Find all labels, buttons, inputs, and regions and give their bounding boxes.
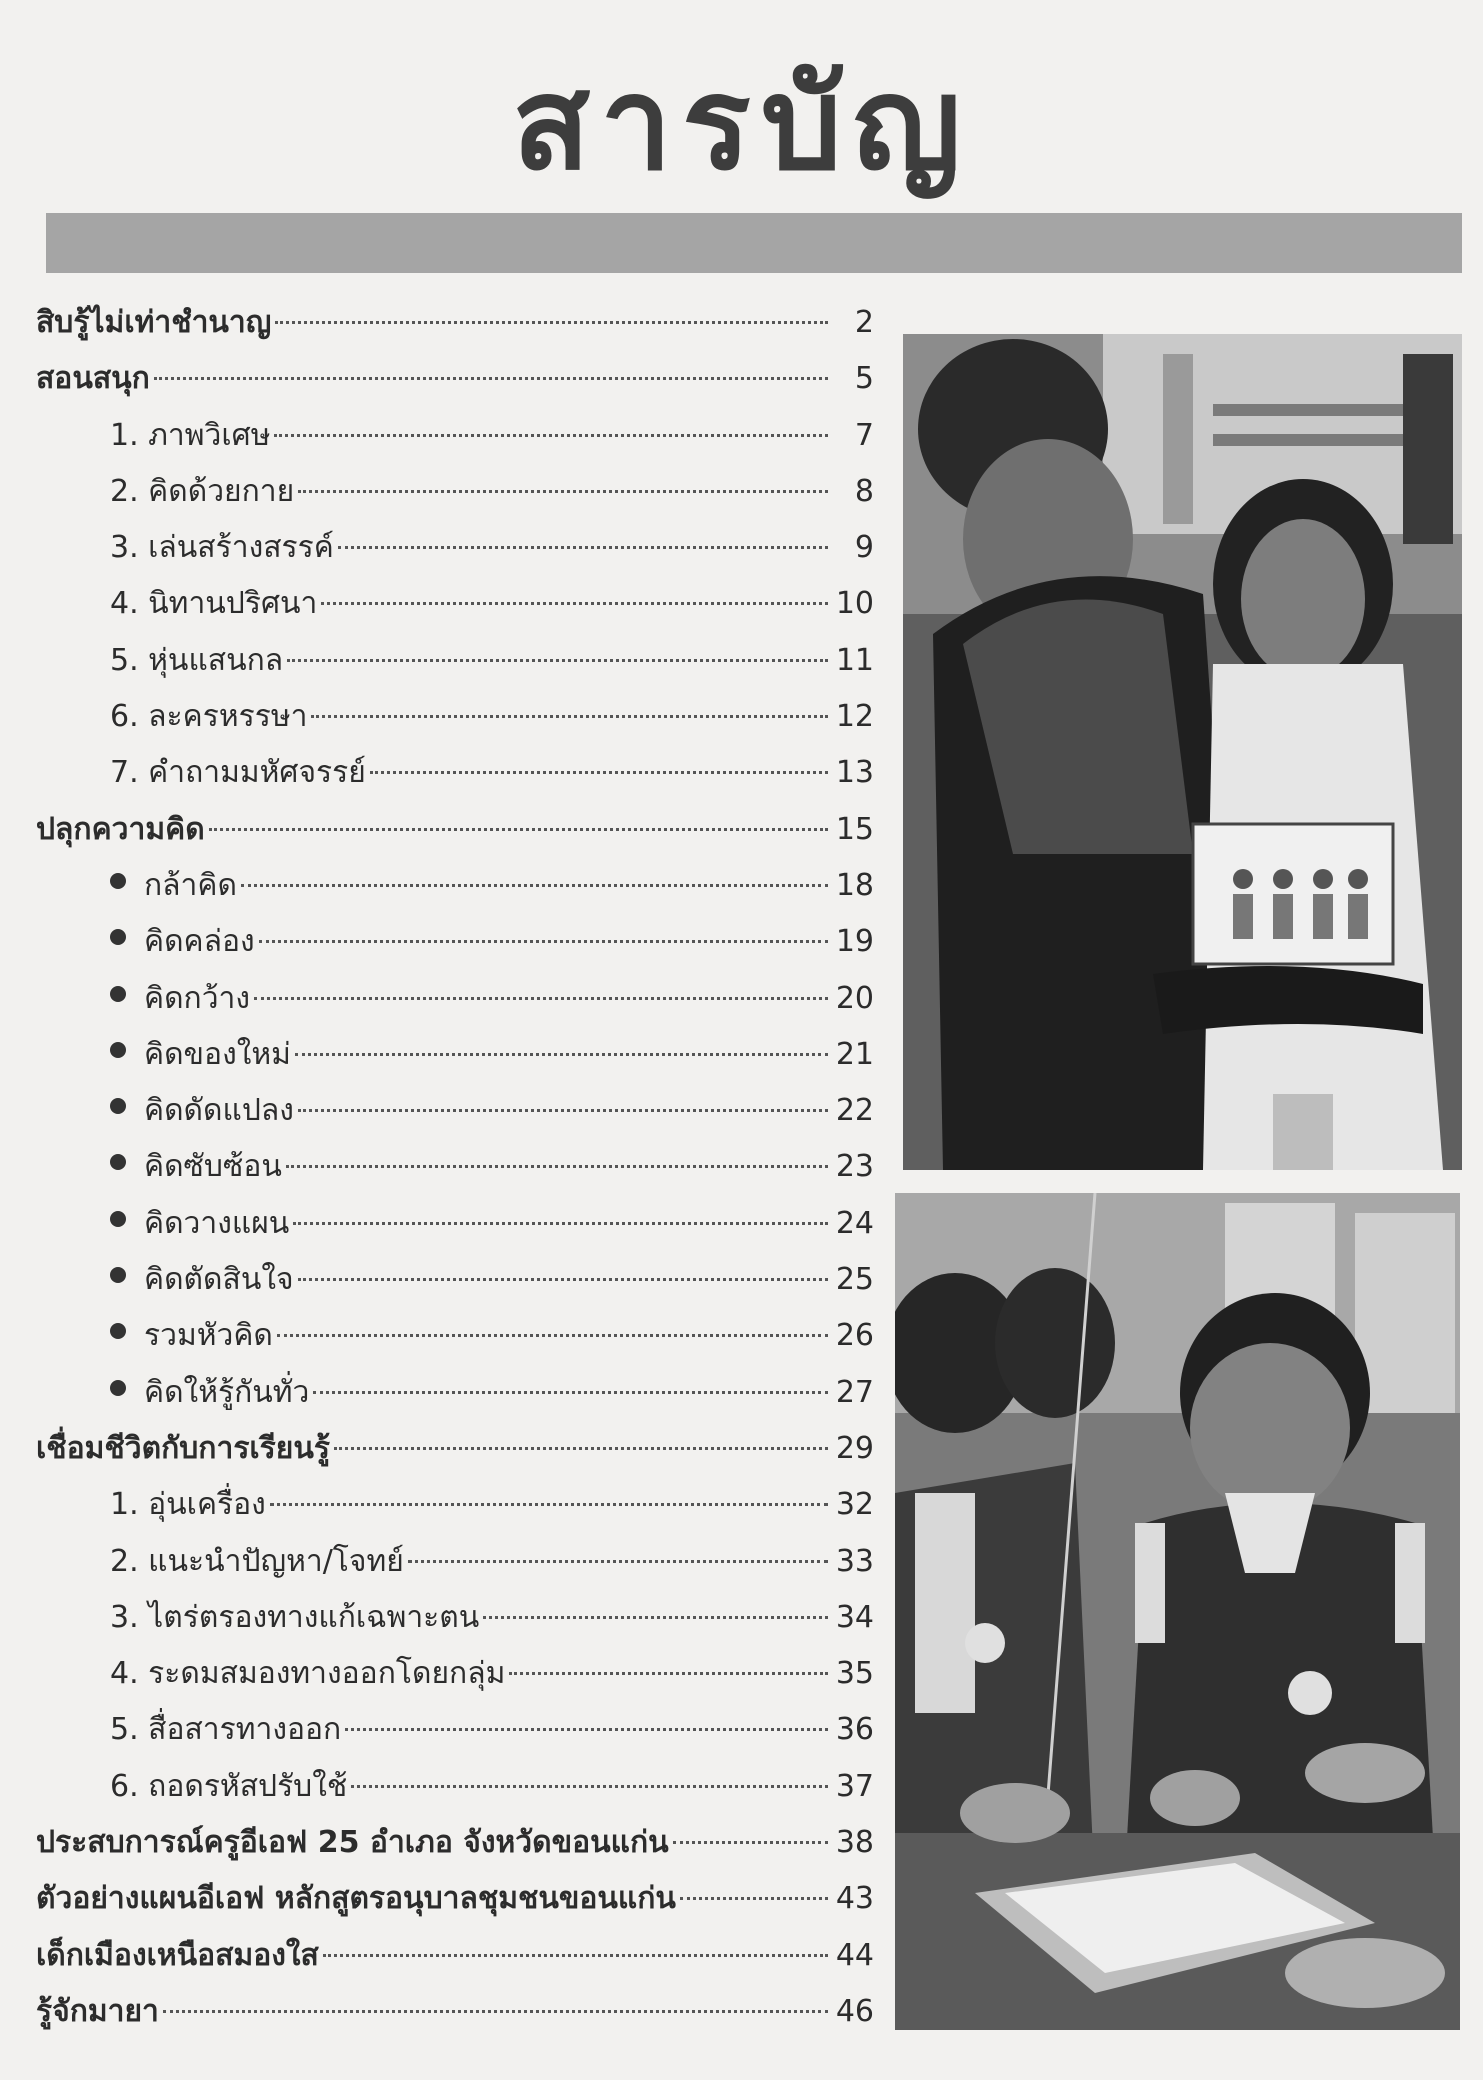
bullet-icon: [110, 873, 126, 889]
dot-leader: [275, 321, 828, 324]
table-of-contents: [36, 295, 874, 2040]
toc-entry-label: คิดให้รู้กันทั่ว: [144, 1374, 310, 1410]
dot-leader: [298, 1278, 828, 1281]
toc-entry: [36, 1252, 874, 1308]
toc-entry-page-number: 21: [835, 1036, 874, 1072]
toc-entry-page-number: 5: [854, 361, 874, 397]
toc-entry-page-number: 2: [854, 305, 874, 340]
dot-leader: [254, 997, 828, 1000]
toc-entry-page-number: 27: [835, 1374, 874, 1410]
toc-entry-page-number: 9: [854, 530, 874, 566]
toc-entry-label: คิดคล่อง: [144, 924, 255, 960]
dot-leader: [483, 1616, 828, 1619]
toc-entry-page-number: 13: [835, 755, 874, 791]
dot-leader: [313, 1391, 828, 1394]
toc-entry-label: คิดของใหม่: [144, 1036, 291, 1072]
toc-entry-page-number: 15: [835, 811, 874, 847]
toc-entry-page-number: 43: [835, 1881, 874, 1917]
toc-entry: [36, 858, 874, 914]
toc-entry-label: 6. ถอดรหัสปรับใช้: [110, 1768, 348, 1804]
toc-entry-page-number: 18: [835, 867, 874, 903]
toc-entry-page-number: 26: [835, 1318, 874, 1354]
toc-entry-page-number: 12: [835, 699, 874, 735]
toc-entry: [36, 408, 874, 464]
bullet-icon: [110, 1323, 126, 1339]
toc-entry-label: สิบรู้ไม่เท่าชำนาญ: [36, 305, 272, 340]
bullet-icon: [110, 1267, 126, 1283]
dot-leader: [154, 377, 828, 380]
bullet-icon: [110, 1042, 126, 1058]
dot-leader: [287, 659, 828, 662]
toc-entry: [36, 914, 874, 970]
toc-entry-label: 3. ไตร่ตรองทางแก้เฉพาะตน: [110, 1599, 480, 1635]
dot-leader: [334, 1447, 828, 1450]
toc-entry-page-number: 20: [835, 980, 874, 1016]
toc-entry-label: เชื่อมชีวิตกับการเรียนรู้: [36, 1430, 330, 1466]
bullet-icon: [110, 1154, 126, 1170]
toc-entry: [36, 1477, 874, 1533]
photo-children-craft: [895, 1193, 1460, 2030]
dot-leader: [295, 1053, 828, 1056]
photo-teacher-and-girl: [903, 334, 1462, 1170]
toc-entry-page-number: 46: [835, 1993, 874, 2029]
toc-entry: [36, 1815, 874, 1871]
toc-entry-page-number: 10: [835, 586, 874, 622]
bullet-icon: [110, 1211, 126, 1227]
dot-leader: [311, 715, 828, 718]
toc-entry: [36, 802, 874, 858]
toc-entry: [36, 1421, 874, 1477]
toc-entry: [36, 351, 874, 407]
toc-entry: [36, 295, 874, 351]
dot-leader: [241, 884, 828, 887]
toc-entry-page-number: 25: [835, 1262, 874, 1298]
toc-entry-label: 3. เล่นสร้างสรรค์: [110, 530, 334, 566]
dot-leader: [163, 2010, 828, 2013]
dot-leader: [680, 1897, 828, 1900]
dot-leader: [293, 1222, 828, 1225]
toc-entry: [36, 1083, 874, 1139]
dot-leader: [298, 490, 828, 493]
toc-entry: [36, 1308, 874, 1364]
title-divider-bar: [46, 213, 1462, 273]
toc-entry-label: เด็กเมืองเหนือสมองใส: [36, 1937, 319, 1973]
bullet-icon: [110, 1098, 126, 1114]
toc-entry-label: 2. คิดด้วยกาย: [110, 473, 295, 509]
toc-entry-page-number: 35: [835, 1656, 874, 1692]
toc-entry: [36, 1365, 874, 1421]
toc-entry-label: คิดกว้าง: [144, 980, 251, 1016]
toc-entry-label: รวมหัวคิด: [144, 1318, 273, 1354]
photo-children-craft-image: [895, 1193, 1460, 2030]
toc-entry-label: 2. แนะนำปัญหา/โจทย์: [110, 1543, 404, 1579]
toc-entry-page-number: 29: [835, 1430, 874, 1466]
toc-entry-label: คิดวางแผน: [144, 1205, 290, 1241]
toc-entry-page-number: 8: [854, 473, 874, 509]
toc-entry: [36, 464, 874, 520]
toc-entry: [36, 1196, 874, 1252]
toc-entry: [36, 1027, 874, 1083]
toc-entry: [36, 1702, 874, 1758]
toc-entry-label: ประสบการณ์ครูอีเอฟ 25 อำเภอ จังหวัดขอนแก่น: [36, 1825, 669, 1861]
toc-entry-page-number: 33: [835, 1543, 874, 1579]
dot-leader: [286, 1165, 828, 1168]
toc-entry: [36, 1871, 874, 1927]
dot-leader: [209, 828, 828, 831]
bullet-icon: [110, 929, 126, 945]
toc-entry-label: 1. ภาพวิเศษ: [110, 417, 271, 453]
toc-entry-label: 5. สื่อสารทางออก: [110, 1712, 342, 1748]
toc-entry: [36, 689, 874, 745]
toc-entry-page-number: 19: [835, 924, 874, 960]
toc-entry-label: คิดตัดสินใจ: [144, 1262, 294, 1298]
toc-entry-label: 7. คำถามมหัศจรรย์: [110, 755, 366, 791]
toc-entry-page-number: 37: [835, 1768, 874, 1804]
toc-entry-label: ปลุกความคิด: [36, 811, 205, 847]
dot-leader: [274, 434, 828, 437]
photo-teacher-and-girl-image: [903, 334, 1462, 1170]
toc-entry: [36, 1984, 874, 2040]
toc-entry: [36, 1928, 874, 1984]
toc-entry: [36, 1646, 874, 1702]
toc-entry-page-number: 32: [835, 1487, 874, 1523]
dot-leader: [338, 546, 828, 549]
toc-entry-label: 4. ระดมสมองทางออกโดยกลุ่ม: [110, 1656, 506, 1692]
dot-leader: [509, 1672, 828, 1675]
dot-leader: [345, 1728, 828, 1731]
dot-leader: [351, 1785, 828, 1788]
toc-entry-page-number: 36: [835, 1712, 874, 1748]
dot-leader: [277, 1334, 828, 1337]
toc-entry: [36, 971, 874, 1027]
toc-entry-label: ตัวอย่างแผนอีเอฟ หลักสูตรอนุบาลชุมชนขอนแก่น: [36, 1881, 676, 1917]
toc-entry-page-number: 34: [835, 1599, 874, 1635]
toc-entry: [36, 745, 874, 801]
dot-leader: [259, 940, 828, 943]
dot-leader: [321, 602, 828, 605]
toc-entry: [36, 520, 874, 576]
toc-entry-label: 4. นิทานปริศนา: [110, 586, 318, 622]
toc-entry-page-number: 44: [835, 1937, 874, 1973]
toc-entry-page-number: 23: [835, 1149, 874, 1185]
toc-entry-page-number: 22: [835, 1093, 874, 1129]
dot-leader: [370, 771, 828, 774]
dot-leader: [673, 1841, 828, 1844]
toc-entry-label: 6. ละครหรรษา: [110, 699, 308, 735]
toc-entry-label: 1. อุ่นเครื่อง: [110, 1487, 266, 1523]
page-title: สารบัญ: [511, 50, 972, 199]
bullet-icon: [110, 986, 126, 1002]
toc-entry-label: 5. หุ่นแสนกล: [110, 642, 284, 678]
dot-leader: [298, 1109, 828, 1112]
toc-entry: [36, 1590, 874, 1646]
bullet-icon: [110, 1380, 126, 1396]
toc-entry-label: คิดซับซ้อน: [144, 1149, 282, 1185]
dot-leader: [408, 1560, 828, 1563]
toc-entry: [36, 633, 874, 689]
toc-entry-page-number: 7: [854, 417, 874, 453]
toc-entry-label: คิดดัดแปลง: [144, 1093, 294, 1129]
toc-entry-page-number: 24: [835, 1205, 874, 1241]
toc-entry-page-number: 11: [835, 642, 874, 678]
dot-leader: [323, 1954, 828, 1957]
dot-leader: [270, 1503, 828, 1506]
toc-entry: [36, 1759, 874, 1815]
toc-entry-page-number: 38: [835, 1825, 874, 1861]
toc-entry: [36, 1534, 874, 1590]
toc-entry-label: รู้จักมายา: [36, 1993, 159, 2029]
toc-entry: [36, 576, 874, 632]
toc-entry: [36, 1139, 874, 1195]
toc-entry-label: กล้าคิด: [144, 867, 237, 903]
toc-entry-label: สอนสนุก: [36, 361, 150, 397]
